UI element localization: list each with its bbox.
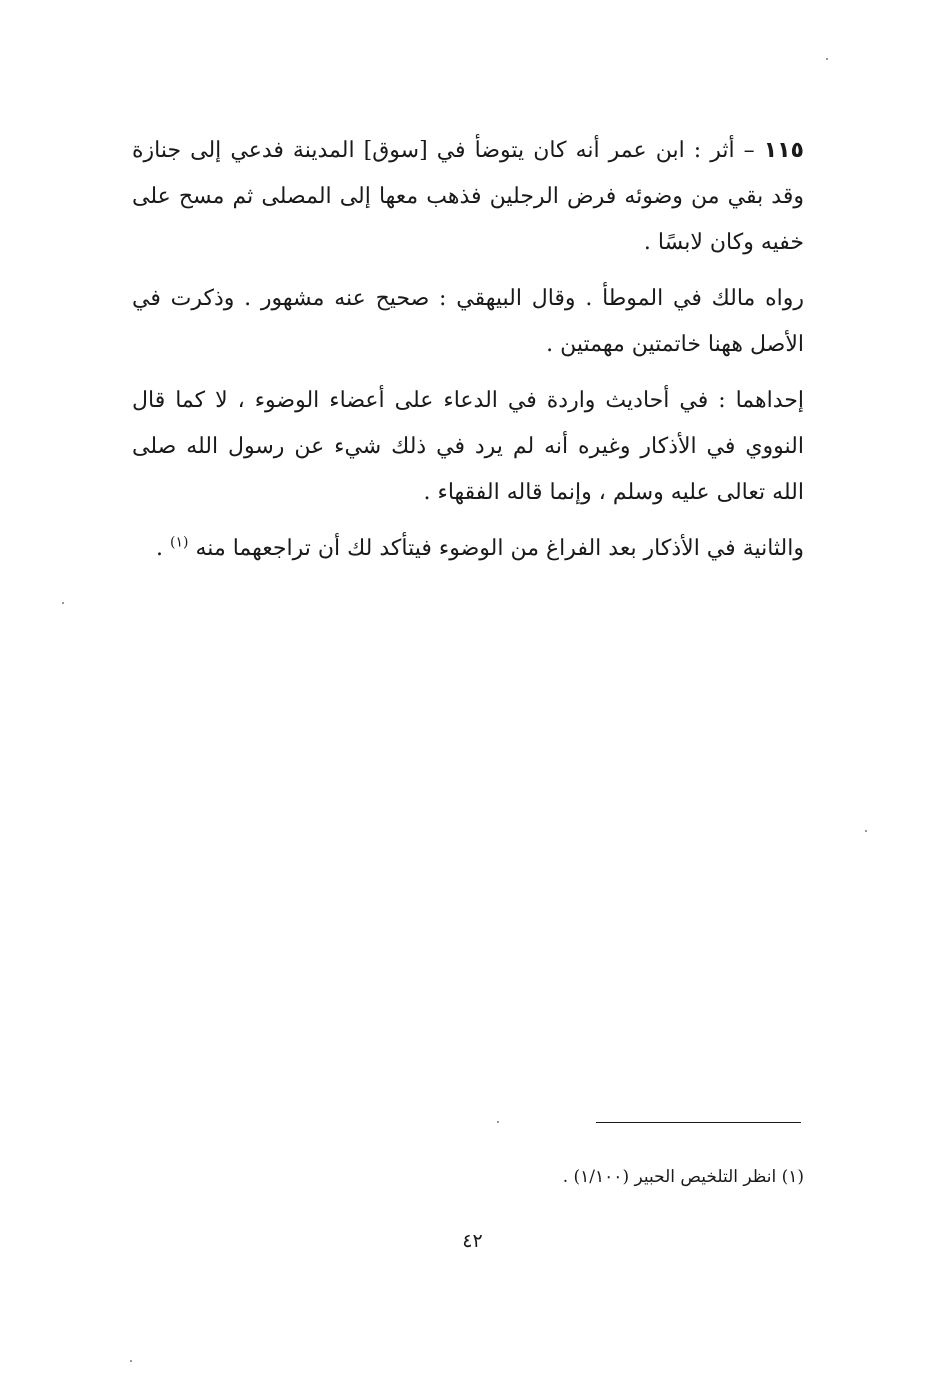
second-conclusion-paragraph [132,526,804,572]
entry-text: – أثر : ابن عمر أنه كان يتوضأ في [سوق] المدينة فدعي إلى جنازة وقد بقي من وضوئه فرض الرجلين فذهب معها إلى المصلى ثم مسح على خفيه وكان لابسًا . [132,138,804,255]
entry-number: ١١٥ [763,138,804,163]
footnote-separator [596,1122,801,1123]
second-conclusion-end: . [156,536,171,561]
footnote-reference[interactable]: (١) [170,534,189,551]
main-text [132,128,804,582]
scan-speck [865,830,867,832]
entry-paragraph [132,128,804,266]
page-number: ٤٢ [462,1230,483,1252]
narration-text: رواه مالك في الموطأ . وقال البيهقي : صحيح عنه مشهور . وذكرت في الأصل ههنا خاتمتين مهمتين . [132,286,804,357]
scan-speck [62,602,64,604]
first-conclusion-text: إحداهما : في أحاديث واردة في الدعاء على أعضاء الوضوء ، لا كما قال النووي في الأذكار وغيره أنه لم يرد في ذلك شيء عن رسول الله صلى الله تعالى عليه وسلم ، وإنما قاله الفقهاء . [132,388,804,505]
scan-speck [826,58,828,60]
footnote: (١) انظر التلخيص الحبير (١/١٠٠) . [562,1167,804,1187]
first-conclusion-paragraph [132,378,804,516]
scan-speck [497,1121,499,1123]
second-conclusion-text: والثانية في الأذكار بعد الفراغ من الوضوء فيتأكد لك أن تراجعهما منه [195,536,804,561]
scan-speck [130,1360,132,1362]
narration-paragraph [132,276,804,368]
